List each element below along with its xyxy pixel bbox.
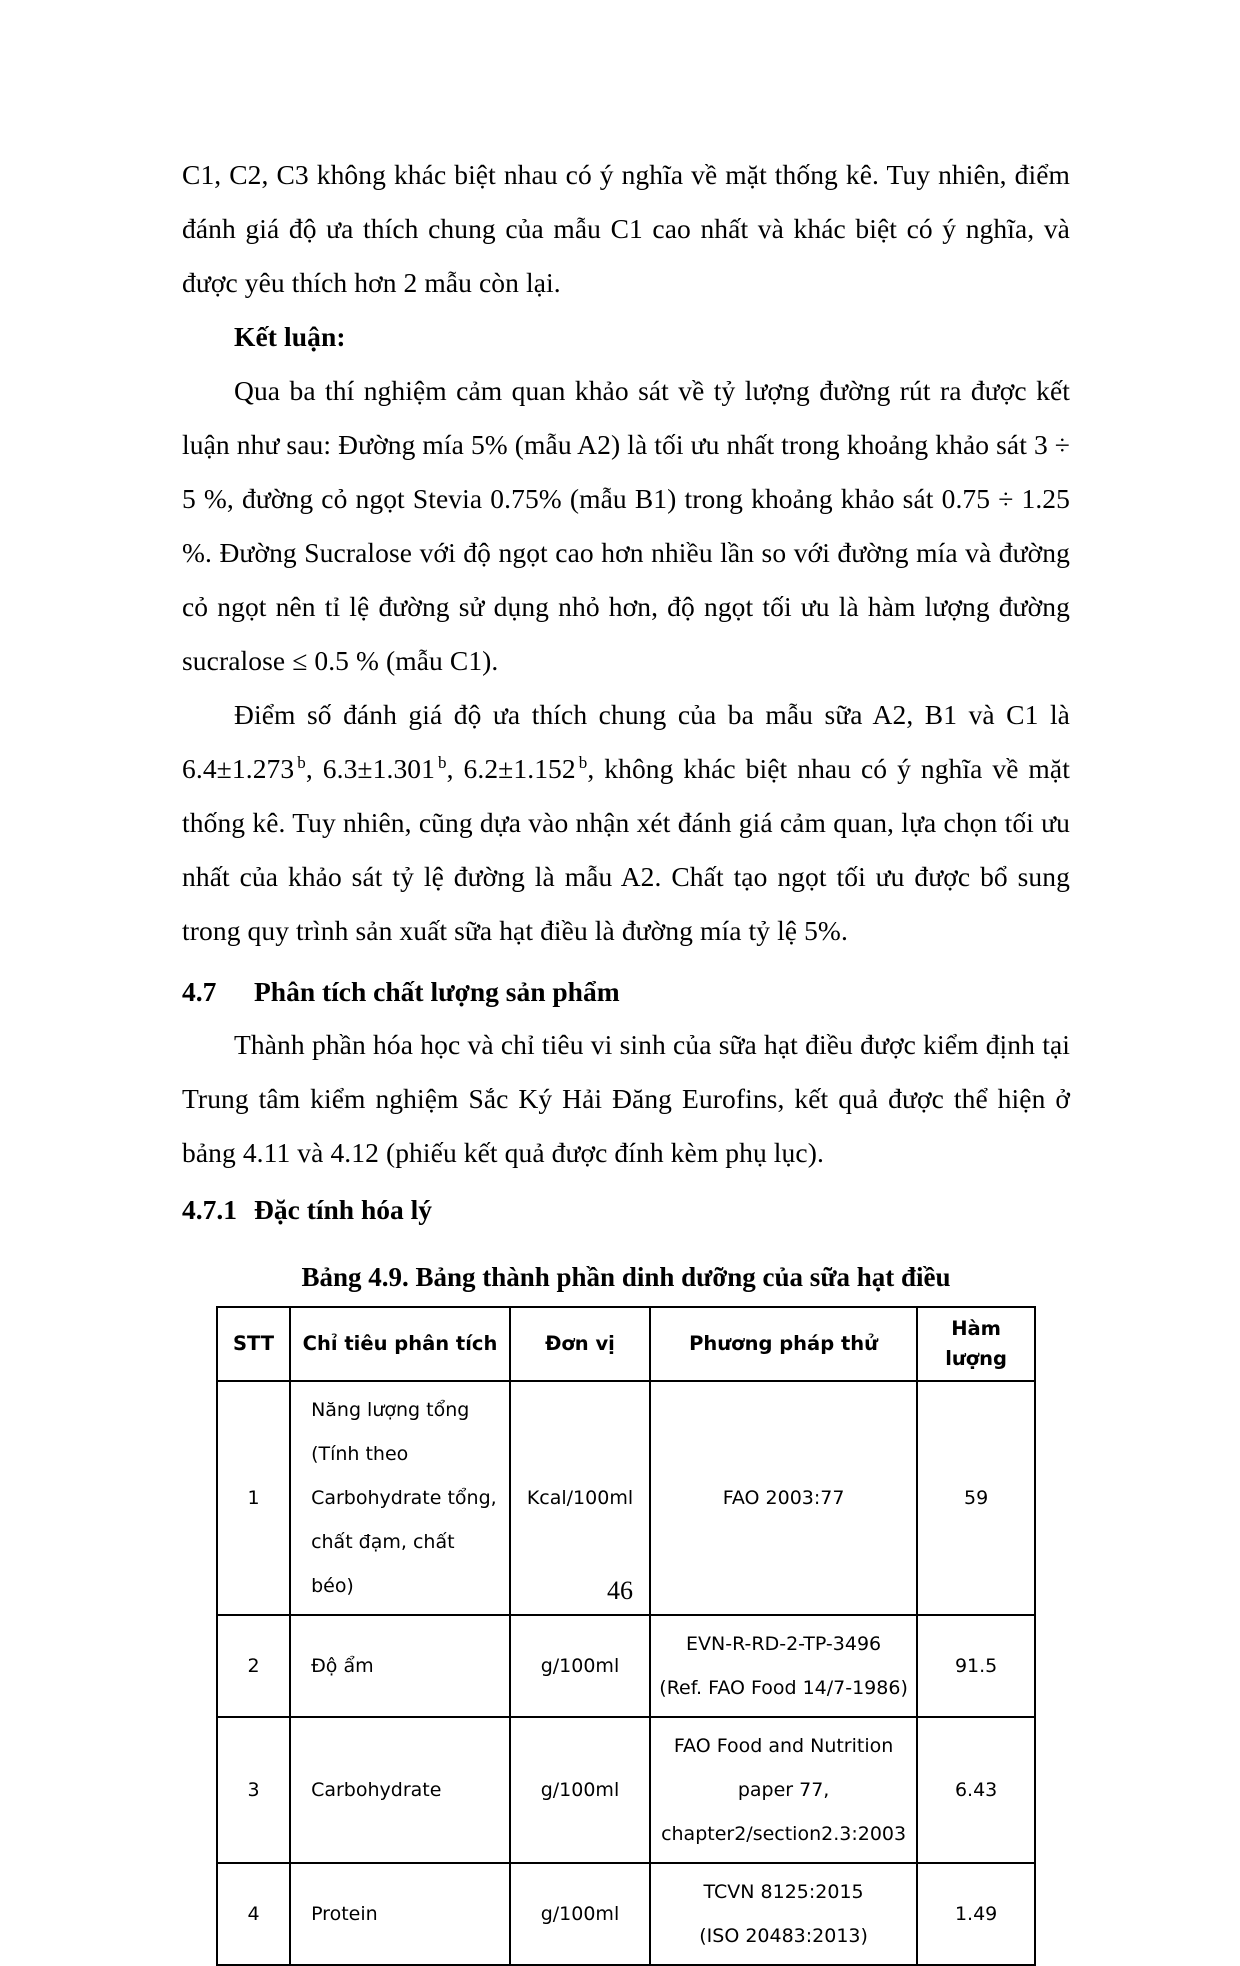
- paragraph-lab-analysis: Thành phần hóa học và chỉ tiêu vi sinh của sữa hạt điều được kiểm định tại Trung tâm kiểm nghiệm Sắc Ký Hải Đăng Eurofins, kết quả được thể hiện ở bảng 4.11 và 4.12 (phiếu kết quả được đính kèm phụ lục).: [182, 1029, 1070, 1168]
- paragraph-conclusion-body: Qua ba thí nghiệm cảm quan khảo sát về tỷ lượng đường rút ra được kết luận như sau: Đường mía 5% (mẫu A2) là tối ưu nhất trong khoảng khảo sát 3 ÷ 5 %, đường cỏ ngọt Stevia 0.75% (mẫu B1) trong khoảng khảo sát 0.75 ÷ 1.25 %. Đường Sucralose với độ ngọt cao hơn nhiều lần so với đường mía và đường cỏ ngọt nên tỉ lệ đường sử dụng nhỏ hơn, độ ngọt tối ưu là hàm lượng đường sucralose ≤ 0.5 % (mẫu C1).: [182, 375, 1070, 676]
- superscript-b-3: b: [578, 752, 588, 772]
- column-header-stt: STT: [217, 1307, 290, 1381]
- table-header-row: [217, 1307, 1035, 1381]
- cell-unit: Kcal/100ml: [510, 1381, 650, 1615]
- section-heading-4-7-1: [182, 1184, 1070, 1236]
- superscript-b-1: b: [297, 752, 306, 772]
- scores-text-part3: , 6.2±1.152: [446, 753, 576, 784]
- column-header-method: Phương pháp thử: [650, 1307, 917, 1381]
- conclusion-heading-line: [182, 310, 1070, 364]
- cell-stt: 3: [217, 1717, 290, 1863]
- cell-indicator: [290, 1863, 510, 1965]
- table-row: [217, 1863, 1035, 1965]
- conclusion-label: Kết luận:: [234, 321, 346, 352]
- cell-method: [650, 1717, 917, 1863]
- method-line: FAO Food and Nutrition: [673, 1735, 894, 1757]
- table-header: [217, 1307, 1035, 1381]
- column-header-unit: Đơn vị: [510, 1307, 650, 1381]
- cell-unit: g/100ml: [510, 1717, 650, 1863]
- indicator-line: Năng lượng tổng: [311, 1399, 470, 1421]
- superscript-b-2: b: [438, 752, 447, 772]
- indicator-line: Protein: [311, 1903, 378, 1925]
- paragraph-scores: [182, 688, 1070, 958]
- cell-indicator: [290, 1717, 510, 1863]
- cell-indicator: [290, 1615, 510, 1717]
- cell-unit: g/100ml: [510, 1863, 650, 1965]
- cell-amount: 91.5: [917, 1615, 1035, 1717]
- nutrition-table: [216, 1306, 1036, 1966]
- method-line: paper 77,: [737, 1779, 830, 1801]
- cell-amount: 1.49: [917, 1863, 1035, 1965]
- method-line: chapter2/section2.3:2003: [661, 1823, 907, 1845]
- cell-stt: 2: [217, 1615, 290, 1717]
- table-row: [217, 1717, 1035, 1863]
- indicator-line: Độ ẩm: [311, 1655, 374, 1677]
- cell-amount: 59: [917, 1381, 1035, 1615]
- table-body: [217, 1381, 1035, 1965]
- column-header-indicator: Chỉ tiêu phân tích: [290, 1307, 510, 1381]
- table-row: [217, 1615, 1035, 1717]
- method-line: (Ref. FAO Food 14/7-1986): [659, 1677, 908, 1699]
- scores-text-part4: , không khác biệt nhau có ý nghĩa về mặt thống kê. Tuy nhiên, cũng dựa vào nhận xét đánh giá cảm quan, lựa chọn tối ưu nhất của khảo sát tỷ lệ đường là mẫu A2. Chất tạo ngọt tối ưu được bổ sung trong quy trình sản xuất sữa hạt điều là đường mía tỷ lệ 5%.: [182, 753, 1070, 946]
- method-line: TCVN 8125:2015: [703, 1881, 864, 1903]
- cell-stt: 4: [217, 1863, 290, 1965]
- scores-text-part1: Điểm số đánh giá độ ưa thích chung của ba mẫu sữa A2, B1 và C1 là 6.4±1.273: [182, 699, 1070, 784]
- cell-method: [650, 1863, 917, 1965]
- indicator-line: chất đạm, chất béo): [311, 1531, 455, 1597]
- cell-amount: 6.43: [917, 1717, 1035, 1863]
- indicator-line: (Tính theo: [311, 1443, 409, 1465]
- method-line: EVN-R-RD-2-TP-3496: [686, 1633, 882, 1655]
- paragraph-c1c2c3: C1, C2, C3 không khác biệt nhau có ý nghĩa về mặt thống kê. Tuy nhiên, điểm đánh giá độ ưa thích chung của mẫu C1 cao nhất và khác biệt có ý nghĩa, và được yêu thích hơn 2 mẫu còn lại.: [182, 159, 1070, 298]
- page-number: 46: [607, 1576, 633, 1605]
- section-title-4-7-1: Đặc tính hóa lý: [254, 1194, 433, 1225]
- cell-stt: 1: [217, 1381, 290, 1615]
- scores-text-part2: , 6.3±1.301: [305, 753, 435, 784]
- method-line: FAO 2003:77: [722, 1487, 845, 1509]
- method-line: (ISO 20483:2013): [699, 1925, 868, 1947]
- section-heading-4-7: [182, 966, 1070, 1018]
- column-header-amount: Hàm lượng: [917, 1307, 1035, 1381]
- section-number-4-7-1: 4.7.1: [182, 1194, 237, 1225]
- indicator-line: Carbohydrate tổng,: [311, 1487, 497, 1509]
- table-caption: Bảng 4.9. Bảng thành phần dinh dưỡng của sữa hạt điều: [301, 1262, 951, 1292]
- indicator-line: Carbohydrate: [311, 1779, 442, 1801]
- section-title-4-7: Phân tích chất lượng sản phẩm: [254, 976, 620, 1007]
- section-number-4-7: 4.7: [182, 976, 217, 1007]
- cell-unit: g/100ml: [510, 1615, 650, 1717]
- cell-method: [650, 1615, 917, 1717]
